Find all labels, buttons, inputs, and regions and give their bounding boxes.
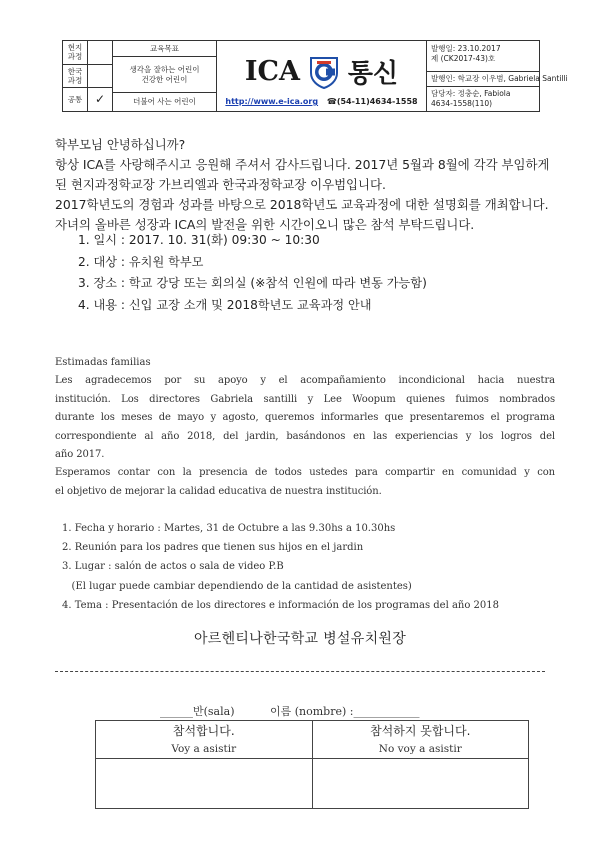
not-attend-option[interactable] [312, 721, 529, 759]
spanish-letter [55, 354, 555, 501]
paragraph-line: Esperamos contar con la presencia de todos ustedes para compartir en comunidad y con [55, 467, 555, 479]
cut-line [55, 671, 545, 672]
list-item: 4. 내용 : 신입 교장 소개 및 2018학년도 교육과정 안내 [78, 297, 372, 312]
list-item: (El lugar puede cambiar dependiendo de la cantidad de asistentes) [62, 580, 412, 592]
track-label: 공통 [67, 95, 83, 105]
track-label: 현지 과정 [67, 43, 83, 62]
publisher: 발행인: 학교장 이우범, Gabriela Santilli [427, 72, 539, 87]
greeting: Estimadas familias [55, 357, 151, 368]
paragraph-line: 자녀의 올바른 성장과 ICA의 발전을 위한 시간이오니 많은 참석 부탁드립니다. [55, 217, 475, 232]
track-row [63, 65, 112, 89]
issue-info [427, 41, 568, 111]
signature: 아르헨티나한국학교 병설유치원장 [193, 631, 407, 647]
brand-title: ICA [244, 56, 300, 87]
list-item: 2. 대상 : 유치원 학부모 [78, 254, 204, 269]
paragraph-line: correspondiente al año 2018, del jardin, basándonos en las experiencias y los logros del [55, 430, 555, 442]
paragraph-line: 항상 ICA를 사랑해주시고 응원해 주셔서 감사드립니다. 2017년 5월과 8월에 각각 부임하게 [55, 157, 550, 172]
greeting: 학부모님 안녕하십니까? [55, 137, 186, 152]
paragraph-line: 2017학년도의 경험과 성과를 바탕으로 2018학년도 교육과정에 대한 설명회를 개최합니다. [55, 197, 549, 212]
brand-subtitle: 통신 [347, 59, 399, 89]
paragraph-line: durante los meses de mayo y agosto, queremos informarles que presentaremos el programa [55, 412, 555, 424]
attend-label-kr: 참석합니다. [172, 723, 235, 738]
paragraph-line: institución. Los directores Gabriela santilli y Lee Woopum quienes fuimos nombrados [55, 393, 555, 405]
contact-person: 담당자: 정충순, Fabiola 4634-1558(110) [431, 89, 511, 108]
not-attend-label-es: No voy a asistir [378, 742, 462, 755]
school-emblem-icon [308, 55, 340, 89]
not-attend-check-cell[interactable] [312, 759, 529, 809]
spanish-details-list [62, 519, 499, 615]
newsletter-header [62, 40, 568, 112]
track-label: 한국 과정 [67, 67, 83, 85]
korean-letter [55, 135, 555, 235]
list-item: 3. 장소 : 학교 강당 또는 회의실 (※참석 인원에 따라 변동 가능함) [78, 276, 427, 290]
goal-item: 생각을 잘하는 어린이 건강한 어린이 [113, 57, 216, 93]
issue-date: 발행일: 23.10.2017 [431, 44, 501, 53]
attend-check-cell[interactable] [96, 759, 313, 809]
track-selector [63, 41, 113, 111]
paragraph-line: el objetivo de mejorar la calidad educativa de nuestra institución. [55, 485, 382, 497]
class-field[interactable]: ______반(sala) [160, 705, 235, 718]
attend-label-es: Voy a asistir [171, 742, 237, 755]
paragraph-line: 된 현지과정학교장 가브리엘과 한국과정학교장 이우범입니다. [55, 177, 386, 192]
checkmark-icon: ✓ [87, 88, 112, 111]
goals-title: 교육목표 [113, 41, 216, 57]
track-mark [87, 41, 112, 64]
website-link[interactable]: http://www.e-ica.org [225, 97, 319, 106]
not-attend-label-kr: 참석하지 못합니다. [370, 723, 471, 738]
track-row [63, 41, 112, 65]
attend-option[interactable] [96, 721, 313, 759]
education-goals [113, 41, 217, 111]
list-item: 2. Reunión para los padres que tienen sus hijos en el jardin [62, 542, 364, 554]
attendance-table [95, 720, 529, 809]
list-item: 1. 일시 : 2017. 10. 31(화) 09:30 ~ 10:30 [78, 233, 320, 247]
name-field[interactable]: 이름 (nombre) :____________ [270, 705, 420, 718]
list-item: 3. Lugar : salón de actos o sala de video P.B [62, 561, 284, 573]
issue-number: 제 (CK2017-43)호 [431, 54, 496, 63]
goal-item: 더불어 사는 어린이 [133, 97, 196, 106]
phone-number: ☎(54-11)4634-1558 [326, 97, 418, 106]
reply-identity [160, 703, 451, 719]
list-item: 1. Fecha y horario : Martes, 31 de Octubre a las 9.30hs a 10.30hs [62, 523, 396, 534]
paragraph-line: año 2017. [55, 449, 105, 461]
list-item: 4. Tema : Presentación de los directores e información de los programas del año 2018 [62, 599, 500, 611]
contact-line [217, 97, 426, 106]
track-row [63, 88, 112, 111]
brand-block [217, 41, 427, 111]
korean-details-list [78, 230, 427, 316]
track-mark [87, 65, 112, 88]
paragraph-line: Les agradecemos por su apoyo y el acompañamiento incondicional hacia nuestra [55, 375, 555, 387]
